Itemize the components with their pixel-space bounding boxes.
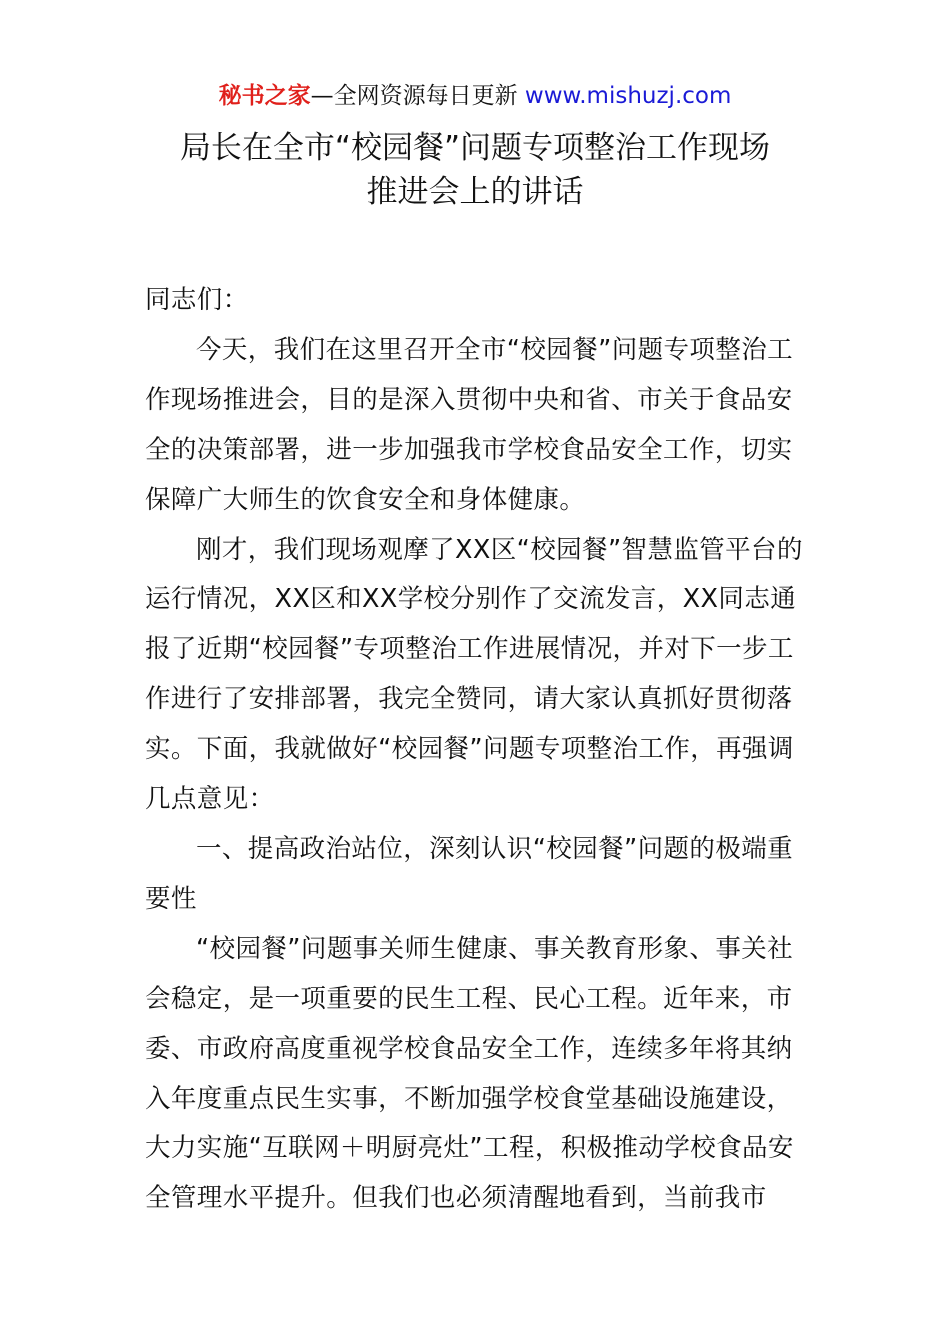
section-heading-1: 一、提高政治站位，深刻认识“校园餐”问题的极端重要性 xyxy=(145,833,794,914)
document-title xyxy=(100,126,850,214)
title-line-1: 局长在全市“校园餐”问题专项整治工作现场 xyxy=(179,130,771,166)
document-body xyxy=(145,276,807,1224)
paragraph-review: 刚才，我们现场观摩了XX区“校园餐”智慧监管平台的运行情况，XX区和XX学校分别作了交流发言，XX同志通报了近期“校园餐”专项整治工作进展情况，并对下一步工作进行了安排部署，我完全赞同，请大家认真抓好贯彻落实。下面，我就做好“校园餐”问题专项整治工作，再强调几点意见： xyxy=(145,534,803,815)
paragraph-section-1: “校园餐”问题事关师生健康、事关教育形象、事关社会稳定，是一项重要的民生工程、民心工程。近年来，市委、市政府高度重视学校食品安全工作，连续多年将其纳入年度重点民生实事，不断加强学校食堂基础设施建设，大力实施“互联网＋明厨亮灶”工程，积极推动学校食品安全管理水平提升。但我们也必须清醒地看到，当前我市 xyxy=(145,933,794,1214)
paragraph-intro: 今天，我们在这里召开全市“校园餐”问题专项整治工作现场推进会，目的是深入贯彻中央和省、市关于食品安全的决策部署，进一步加强我市学校食品安全工作，切实保障广大师生的饮食安全和身体健康。 xyxy=(145,334,794,515)
site-header xyxy=(0,80,950,112)
site-tagline: —全网资源每日更新 xyxy=(310,83,518,109)
site-name: 秘书之家 xyxy=(218,83,311,109)
site-url[interactable]: www.mishuzj.com xyxy=(524,83,732,109)
title-line-2: 推进会上的讲话 xyxy=(366,174,584,210)
salutation: 同志们： xyxy=(145,285,249,315)
